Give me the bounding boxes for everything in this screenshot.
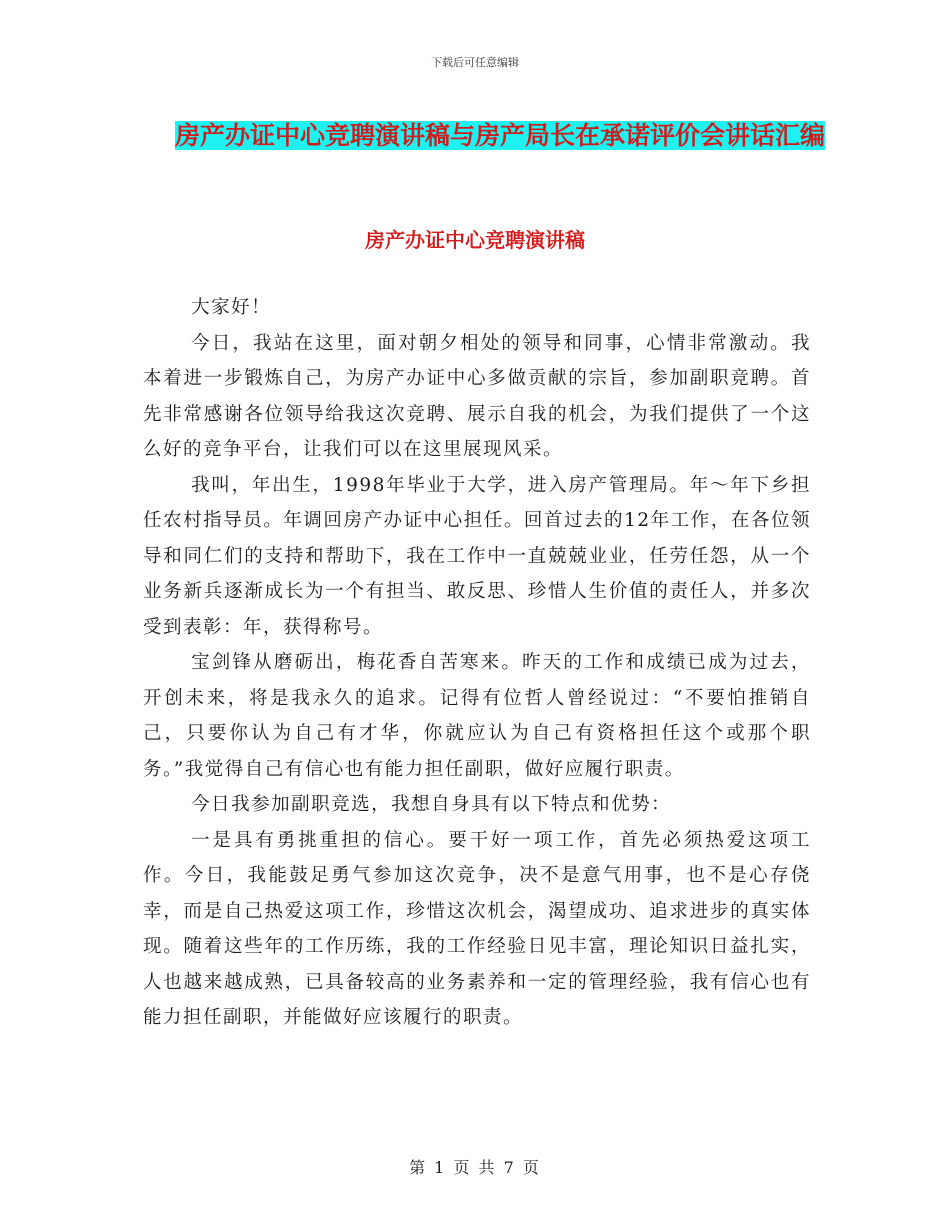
- section-title: 房产办证中心竞聘演讲稿: [365, 228, 585, 252]
- paragraph: 今日，我站在这里，面对朝夕相处的领导和同事，心情非常激动。我本着进一步锻炼自己，为房产办证中心多做贡献的宗旨，参加副职竞聘。首先非常感谢各位领导给我这次竞聘、展示自我的机会，为我们提供了一个这么好的竞争平台，让我们可以在这里展现风采。: [143, 332, 811, 460]
- page-number-footer: 第 1 页 共 7 页: [409, 1158, 541, 1177]
- greeting-paragraph: 大家好！: [191, 297, 272, 318]
- document-title-text: 房产办证中心竞聘演讲稿与房产局长在承诺评价会讲话汇编: [174, 121, 825, 150]
- header-note: 下载后可任意编辑: [431, 56, 519, 69]
- paragraph: 宝剑锋从磨砺出，梅花香自苦寒来。昨天的工作和成绩已成为过去，开创未来，将是我永久的追求。记得有位哲人曾经说过：“不要怕推销自己，只要你认为自己有才华，你就应认为自己有资格担任这个或那个职务。”我觉得自己有信心也有能力担任副职，做好应履行职责。: [143, 652, 811, 780]
- paragraph: 我叫，年出生，1998年毕业于大学，进入房产管理局。年～年下乡担任农村指导员。年调回房产办证中心担任。回首过去的12年工作，在各位领导和同仁们的支持和帮助下，我在工作中一直兢兢业业，任劳任怨，从一个业务新兵逐渐成长为一个有担当、敢反思、珍惜人生价值的责任人，并多次受到表彰：年，获得称号。: [143, 474, 811, 638]
- body-text: [143, 290, 811, 1036]
- paragraph: 今日我参加副职竞选，我想自身具有以下特点和优势：: [191, 794, 672, 815]
- paragraph: 一是具有勇挑重担的信心。要干好一项工作，首先必须热爱这项工作。今日，我能鼓足勇气参加这次竞争，决不是意气用事，也不是心存侥幸，而是自己热爱这项工作，珍惜这次机会，渴望成功、追求进步的真实体现。随着这些年的工作历练，我的工作经验日见丰富，理论知识日益扎实，人也越来越成熟，已具备较高的业务素养和一定的管理经验，我有信心也有能力担任副职，并能做好应该履行的职责。: [143, 829, 811, 1028]
- document-title: [120, 112, 880, 160]
